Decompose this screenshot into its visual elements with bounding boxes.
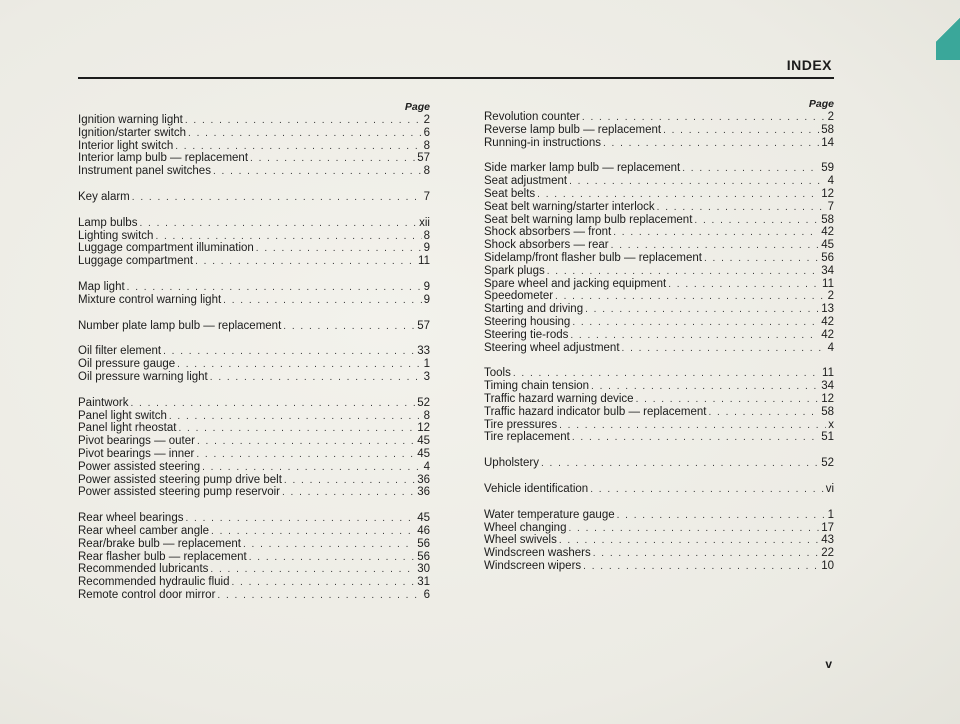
index-entry-label: Timing chain tension <box>484 380 590 393</box>
index-entry <box>484 457 834 470</box>
index-entry-page: 12 <box>417 422 430 435</box>
index-entry-page: 43 <box>821 534 834 547</box>
index-entry-page: 56 <box>417 550 430 563</box>
dot-leader <box>243 539 415 552</box>
index-entry <box>78 410 430 423</box>
index-entry-label: Panel light rheostat <box>78 422 177 435</box>
dot-leader <box>196 449 415 462</box>
dot-leader <box>694 215 819 228</box>
index-entry-label: Traffic hazard indicator bulb — replacement <box>484 405 707 418</box>
index-entry <box>78 140 430 153</box>
index-entry <box>484 419 834 432</box>
index-entry-page: 9 <box>423 293 430 306</box>
index-entry-label: Pivot bearings — outer <box>78 435 195 448</box>
page-title: INDEX <box>786 57 832 73</box>
index-entry-page: 8 <box>423 229 430 242</box>
dot-leader <box>617 510 826 523</box>
index-entry <box>484 111 834 124</box>
index-entry-page: 11 <box>822 367 834 380</box>
index-entry-page: 1 <box>827 508 834 521</box>
index-entry-label: Key alarm <box>78 190 130 203</box>
index-entry <box>78 576 430 589</box>
index-entry <box>484 252 834 265</box>
index-entry-label: Spark plugs <box>484 264 545 277</box>
index-entry-page: 6 <box>423 588 430 601</box>
index-entry-page: 56 <box>821 251 834 264</box>
dot-leader <box>177 359 421 372</box>
index-entry-label: Tools <box>484 367 511 380</box>
dot-leader <box>197 436 415 449</box>
index-entry-label: Seat belts <box>484 187 536 200</box>
index-entry-label: Number plate lamp bulb — replacement <box>78 319 282 332</box>
dot-leader <box>139 218 417 231</box>
index-entry-label: Remote control door mirror <box>78 588 216 601</box>
index-entry-page: 45 <box>417 447 430 460</box>
index-entry <box>484 534 834 547</box>
dot-leader <box>185 513 415 526</box>
index-entry-label: Luggage compartment illumination <box>78 242 254 255</box>
index-entry-label: Luggage compartment <box>78 255 194 268</box>
index-group <box>78 217 430 268</box>
index-entry-label: Tire pressures <box>484 418 558 431</box>
index-entry <box>484 226 834 239</box>
index-entry-label: Seat belt warning/starter interlock <box>484 200 655 213</box>
index-entry <box>78 152 430 165</box>
index-entry <box>78 589 430 602</box>
index-entry-page: 58 <box>821 405 834 418</box>
index-group <box>78 191 430 204</box>
index-entry-label: Instrument panel switches <box>78 165 211 178</box>
index-entry-page: 8 <box>423 165 430 178</box>
index-group <box>78 320 430 333</box>
index-entry-page: 45 <box>417 435 430 448</box>
dot-leader <box>704 253 819 266</box>
index-entry-label: Steering wheel adjustment <box>484 341 620 354</box>
index-entry-page: 58 <box>821 213 834 226</box>
index-entry <box>484 316 834 329</box>
index-entry <box>484 265 834 278</box>
dot-leader <box>249 552 415 565</box>
dot-leader <box>163 346 415 359</box>
dot-leader <box>541 458 819 471</box>
index-entry <box>484 239 834 252</box>
index-entry-page: 33 <box>417 345 430 358</box>
index-entry <box>484 201 834 214</box>
index-column-right <box>484 97 834 586</box>
index-entry <box>78 320 430 333</box>
index-entry-page: 45 <box>417 512 430 525</box>
index-entry-label: Recommended hydraulic fluid <box>78 576 230 589</box>
dot-leader <box>559 535 819 548</box>
index-entry-page: 7 <box>423 190 430 203</box>
index-entry-page: xii <box>419 216 430 229</box>
index-entry <box>484 393 834 406</box>
index-entry-label: Windscreen washers <box>484 547 591 560</box>
index-entry-page: 4 <box>423 460 430 473</box>
index-entry <box>78 551 430 564</box>
index-entry-label: Rear wheel camber angle <box>78 524 210 537</box>
index-entry <box>78 448 430 461</box>
index-entry-label: Ignition warning light <box>78 114 183 126</box>
index-entry <box>78 397 430 410</box>
index-entry <box>78 217 430 230</box>
page-number: v <box>825 657 832 671</box>
dot-leader <box>213 166 422 179</box>
index-entry-label: Rear flasher bulb — replacement <box>78 550 247 563</box>
index-entry-label: Mixture control warning light <box>78 293 222 306</box>
index-entry-page: 2 <box>827 290 834 303</box>
index-entry-label: Water temperature gauge <box>484 508 615 521</box>
index-entry-label: Ignition/starter switch <box>78 126 187 139</box>
index-entry <box>78 281 430 294</box>
index-entry-page: 34 <box>821 380 834 393</box>
index-entry <box>484 560 834 573</box>
dot-leader <box>284 475 415 488</box>
index-entry-label: Rear/brake bulb — replacement <box>78 537 241 550</box>
index-group <box>78 345 430 383</box>
index-entry <box>78 512 430 525</box>
index-entry <box>484 137 834 150</box>
dot-leader <box>131 398 416 411</box>
index-entry-page: 42 <box>821 328 834 341</box>
index-entry-page: 8 <box>423 409 430 422</box>
index-entry-page: 13 <box>821 303 834 316</box>
index-entry-page: 46 <box>417 524 430 537</box>
dot-leader <box>568 523 819 536</box>
index-entry-page: 1 <box>423 358 430 371</box>
index-entry <box>78 345 430 358</box>
dot-leader <box>210 372 422 385</box>
index-entry-page: 31 <box>417 576 430 589</box>
dot-leader <box>232 577 416 590</box>
index-entry <box>484 162 834 175</box>
index-entry <box>484 188 834 201</box>
index-entry <box>78 294 430 307</box>
dot-leader <box>559 420 826 433</box>
index-entry <box>78 242 430 255</box>
index-entry <box>484 175 834 188</box>
index-group <box>78 114 430 178</box>
index-entry-label: Oil filter element <box>78 345 162 358</box>
index-entry-page: 4 <box>827 341 834 354</box>
index-entry <box>78 165 430 178</box>
index-entry-label: Lighting switch <box>78 229 154 242</box>
index-entry-page: 7 <box>827 200 834 213</box>
index-entry-page: 34 <box>821 264 834 277</box>
index-entry-label: Seat adjustment <box>484 175 568 188</box>
index-entry-page: 8 <box>423 139 430 152</box>
dot-leader <box>178 423 415 436</box>
index-entry-page: 57 <box>417 152 430 165</box>
index-entry <box>78 422 430 435</box>
index-entry-page: 36 <box>417 473 430 486</box>
dot-leader <box>668 279 820 292</box>
index-entry <box>484 303 834 316</box>
index-entry-label: Lamp bulbs <box>78 216 138 229</box>
index-entry <box>78 435 430 448</box>
index-entry-label: Revolution counter <box>484 111 580 123</box>
index-entry <box>484 124 834 137</box>
dot-leader <box>572 317 819 330</box>
index-group <box>484 367 834 444</box>
dot-leader <box>250 153 415 166</box>
index-entry <box>78 114 430 127</box>
dot-leader <box>593 548 819 561</box>
index-entry-label: Power assisted steering pump reservoir <box>78 486 280 499</box>
index-entry-label: Side marker lamp bulb — replacement <box>484 162 681 175</box>
dot-leader <box>555 291 826 304</box>
index-entry-page: 42 <box>821 315 834 328</box>
index-entry <box>484 278 834 291</box>
index-entry-page: 3 <box>423 370 430 383</box>
index-group <box>484 483 834 496</box>
header-divider <box>78 77 834 79</box>
index-entry-label: Recommended lubricants <box>78 563 209 576</box>
index-entry-page: 10 <box>821 559 834 572</box>
index-entry-label: Power assisted steering pump drive belt <box>78 473 282 486</box>
index-entry <box>78 127 430 140</box>
index-entry-label: Interior light switch <box>78 139 174 152</box>
index-entry-label: Interior lamp bulb — replacement <box>78 152 249 165</box>
dot-leader <box>585 304 819 317</box>
dot-leader <box>185 115 422 128</box>
index-entry <box>484 329 834 342</box>
index-entry <box>78 461 430 474</box>
index-entry <box>484 431 834 444</box>
index-entry <box>484 509 834 522</box>
index-entry-label: Panel light switch <box>78 409 167 422</box>
index-entry-label: Seat belt warning lamp bulb replacement <box>484 213 693 226</box>
index-entry-label: Pivot bearings — inner <box>78 447 195 460</box>
index-entry <box>484 547 834 560</box>
index-entry-page: x <box>828 418 834 431</box>
dot-leader <box>169 411 422 424</box>
index-entry <box>78 525 430 538</box>
index-group <box>78 281 430 307</box>
index-entry-label: Oil pressure gauge <box>78 358 176 371</box>
index-entry-label: Shock absorbers — front <box>484 226 612 239</box>
index-entry <box>484 290 834 303</box>
index-entry-page: 22 <box>821 547 834 560</box>
index-entry-label: Starting and driving <box>484 303 584 316</box>
index-entry-page: 45 <box>821 239 834 252</box>
index-group <box>484 509 834 573</box>
dot-leader <box>663 125 819 138</box>
index-entry-label: Steering tie-rods <box>484 328 569 341</box>
index-entry-label: Steering housing <box>484 315 571 328</box>
index-column-left <box>78 100 430 615</box>
dot-leader <box>603 138 819 151</box>
index-entry-label: Speedometer <box>484 290 554 303</box>
index-entry-page: 11 <box>418 255 430 268</box>
index-entry <box>78 191 430 204</box>
index-entry-label: Shock absorbers — rear <box>484 239 609 252</box>
page-column-header: Page <box>404 101 430 113</box>
index-entry-label: Wheel swivels <box>484 534 557 547</box>
dot-leader <box>583 561 819 574</box>
dot-leader <box>572 432 819 445</box>
index-entry-label: Rear wheel bearings <box>78 512 184 525</box>
dot-leader <box>682 163 819 176</box>
cover-edge <box>936 0 960 60</box>
index-entry-label: Oil pressure warning light <box>78 370 208 383</box>
index-entry-label: Reverse lamp bulb — replacement <box>484 123 662 136</box>
index-entry <box>78 255 430 268</box>
index-entry <box>484 483 834 496</box>
index-group <box>484 457 834 470</box>
index-entry-page: 9 <box>423 242 430 255</box>
index-entry-label: Spare wheel and jacking equipment <box>484 277 667 290</box>
index-entry <box>484 342 834 355</box>
index-entry-page: 6 <box>423 126 430 139</box>
index-entry-label: Power assisted steering <box>78 460 201 473</box>
index-entry <box>78 563 430 576</box>
dot-leader <box>283 321 415 334</box>
index-entry-label: Paintwork <box>78 396 129 409</box>
page-column-header: Page <box>808 98 834 110</box>
dot-leader <box>188 128 422 141</box>
dot-leader <box>132 192 422 205</box>
index-group <box>484 111 834 149</box>
index-entry-label: Windscreen wipers <box>484 559 582 572</box>
index-entry <box>78 538 430 551</box>
dot-leader <box>195 256 416 269</box>
index-entry-page: 12 <box>821 187 834 200</box>
index-entry-page: 17 <box>821 521 834 534</box>
index-group <box>484 162 834 354</box>
dot-leader <box>256 243 422 256</box>
index-entry <box>484 367 834 380</box>
index-entry <box>484 380 834 393</box>
dot-leader <box>223 295 421 308</box>
index-entry-page: 2 <box>423 114 430 126</box>
index-entry <box>78 486 430 499</box>
index-entry <box>78 358 430 371</box>
index-entry-page: 9 <box>423 280 430 293</box>
index-group <box>78 397 430 499</box>
index-entry-page: vi <box>825 482 834 495</box>
dot-leader <box>590 484 823 497</box>
index-entry-label: Map light <box>78 280 125 293</box>
index-entry-page: 52 <box>821 457 834 470</box>
index-entry-page: 11 <box>822 277 834 290</box>
dot-leader <box>217 590 421 603</box>
index-entry-page: 56 <box>417 537 430 550</box>
index-entry-page: 52 <box>417 396 430 409</box>
dot-leader <box>569 176 825 189</box>
index-entry-page: 42 <box>821 226 834 239</box>
index-entry-label: Vehicle identification <box>484 482 589 495</box>
index-entry-page: 12 <box>821 392 834 405</box>
index-entry-label: Wheel changing <box>484 521 567 534</box>
index-entry-page: 59 <box>821 162 834 175</box>
dot-leader <box>282 487 415 500</box>
index-entry <box>484 214 834 227</box>
index-entry-label: Tire replacement <box>484 431 570 444</box>
index-entry-page: 14 <box>821 136 834 149</box>
index-entry <box>78 474 430 487</box>
dot-leader <box>613 227 819 240</box>
index-entry-page: 58 <box>821 123 834 136</box>
index-entry <box>484 522 834 535</box>
index-entry-page: 51 <box>821 431 834 444</box>
index-entry-page: 2 <box>827 111 834 123</box>
index-entry-label: Traffic hazard warning device <box>484 392 634 405</box>
index-entry-page: 36 <box>417 486 430 499</box>
index-entry-label: Sidelamp/front flasher bulb — replacement <box>484 251 702 264</box>
index-entry-page: 30 <box>417 563 430 576</box>
dot-leader <box>622 343 826 356</box>
index-group <box>78 512 430 602</box>
index-entry-page: 4 <box>827 175 834 188</box>
index-entry-page: 57 <box>417 319 430 332</box>
dot-leader <box>210 564 415 577</box>
index-entry-label: Upholstery <box>484 457 539 470</box>
index-entry <box>78 230 430 243</box>
dot-leader <box>708 407 819 420</box>
index-entry <box>484 406 834 419</box>
index-entry <box>78 371 430 384</box>
index-entry-label: Running-in instructions <box>484 136 601 149</box>
